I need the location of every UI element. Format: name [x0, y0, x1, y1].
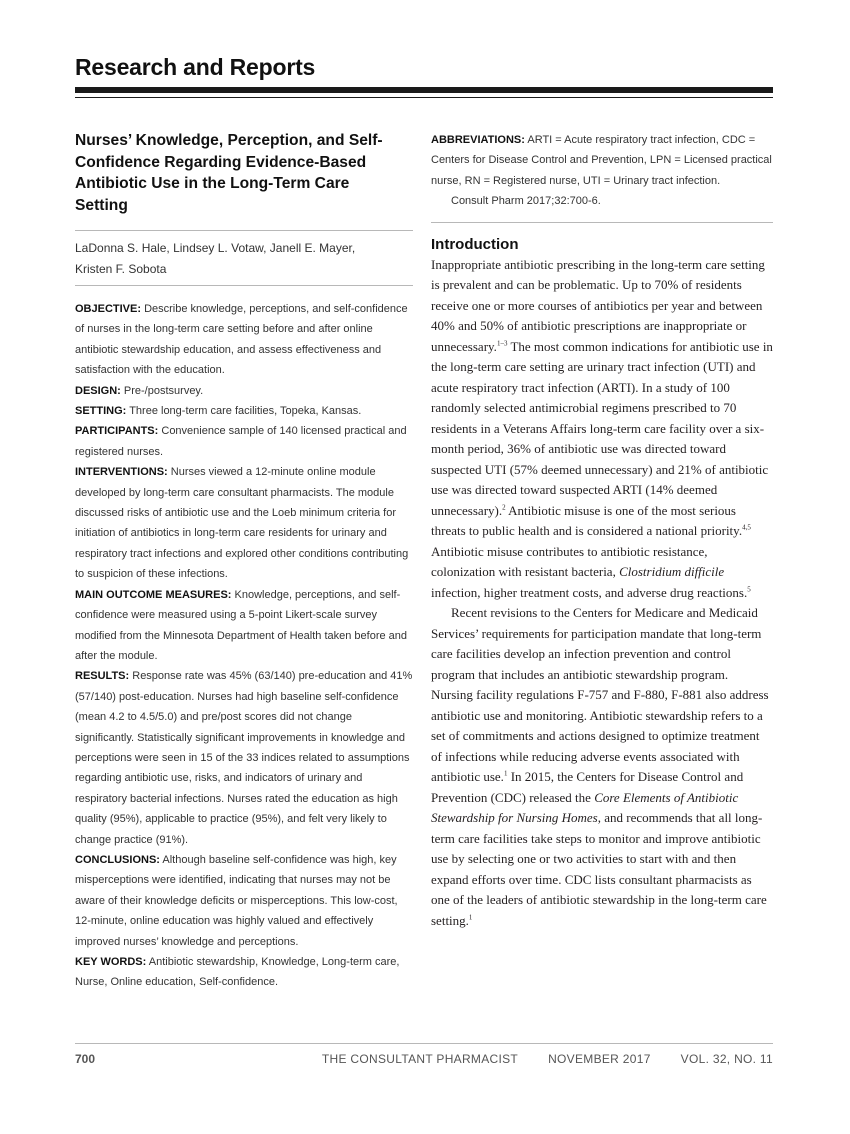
section-title: Research and Reports: [75, 54, 316, 80]
introduction-heading: Introduction: [431, 235, 519, 253]
abstract-interventions: INTERVENTIONS: Nurses viewed a 12-minute online module developed by long-term care consultant pharmacists. The module discussed risks of antibiotic use and the Loeb minimum criteria for initiation of antibiotics in long-term care residents for urinary and respiratory tract infections and explored other conditions contributing to suspicion of these infections.: [75, 466, 409, 581]
title-divider: [75, 230, 413, 231]
right-column: [431, 130, 773, 931]
abstract-results: RESULTS: Response rate was 45% (63/140) pre-education and 41% (57/140) post-education. Nurses had high baseline self-confidence (mean 4.2 to 4.5/5.0) and pre/post scores did not change significantly. Statistically significant improvements in knowledge and perceptions were seen in 15 of the 33 indices related to assumptions regarding antibiotic use, risks, and indicators of urinary and respiratory bacterial infections. Nurses rated the education as high quality (95%), applicable to practice (95%), and felt very likely to change practice (91%).: [75, 670, 413, 846]
left-column: [75, 130, 413, 993]
citation-divider: [431, 222, 773, 223]
authors-divider: [75, 285, 413, 286]
abstract-key-words: KEY WORDS: Antibiotic stewardship, Knowledge, Long-term care, Nurse, Online education, Self-confidence.: [75, 956, 400, 989]
author-list: LaDonna S. Hale, Lindsey L. Votaw, Janell E. Mayer, Kristen F. Sobota: [75, 241, 356, 276]
article-title: Nurses’ Knowledge, Perception, and Self-Confidence Regarding Evidence-Based Antibiotic Use in the Long-Term Care Setting: [75, 132, 383, 214]
abstract-objective: OBJECTIVE: Describe knowledge, perceptions, and self-confidence of nurses in the long-term care setting before and after online antibiotic stewardship education, and assess effectiveness and satisfaction with the education.: [75, 303, 408, 377]
header-rule-thick: [75, 87, 773, 93]
abstract-conclusions: CONCLUSIONS: Although baseline self-confidence was high, key misperceptions were identified, indicating that nurses may not be aware of their knowledge deficits or misperceptions. This low-cost, 12-minute, online education was highly valued and effectively improved nurses’ knowledge and perceptions.: [75, 853, 398, 948]
issue-date: NOVEMBER 2017: [548, 1052, 651, 1066]
footer-journal-info: [322, 1052, 773, 1066]
abstract-design: DESIGN: Pre-/postsurvey.: [75, 384, 204, 397]
abstract: [75, 299, 413, 993]
page-number: 700: [75, 1052, 96, 1066]
volume-info: VOL. 32, NO. 11: [680, 1052, 773, 1066]
abstract-main-outcome-measures: MAIN OUTCOME MEASURES: Knowledge, perceptions, and self-confidence were measured using a 5-point Likert-scale survey modified from the Minnesota Department of Health taken before and after the module.: [75, 588, 408, 662]
footer-rule: [75, 1043, 773, 1044]
abstract-setting: SETTING: Three long-term care facilities, Topeka, Kansas.: [75, 405, 362, 418]
abbreviations: ABBREVIATIONS: ARTI = Acute respiratory tract infection, CDC = Centers for Disease Control and Prevention, LPN = Licensed practical nurse, RN = Registered nurse, UTI = Urinary tract infection.: [431, 134, 772, 187]
introduction-body: [431, 255, 773, 932]
citation: Consult Pharm 2017;32:700-6.: [451, 195, 601, 208]
journal-name: THE CONSULTANT PHARMACIST: [321, 1052, 519, 1066]
header-rule-thin: [75, 97, 773, 98]
intro-paragraph-1: Inappropriate antibiotic prescribing in the long-term care setting is prevalent and can be problematic. Up to 70% of residents receive one or more courses of antibiotics per year and between 40% and 50% of antibiotic prescriptions are inappropriate or unnecessary.$^{1-3}$ The most common indications for antibiotic use in the long-term care setting are urinary tract infection (UTI) and acute respiratory tract infection (ARTI). In a study of 100 randomly selected antimicrobial regimens prescribed to 70 residents in a Veterans Affairs long-term care facility over a six-month period, 36% of antibiotic use was directed toward suspected UTI (57% deemed unnecessary) and 21% of antibiotic use was directed toward suspected ARTI (14% deemed unnecessary).$^2$ Antibiotic misuse is one of the most serious threats to public health and is considered a national priority.$^{4,5}$ Antibiotic misuse contributes to antibiotic resistance, colonization with resistant bacteria, Clostridium difficile infection, higher treatment costs, and adverse drug reactions.$^5$: [431, 256, 773, 600]
abstract-participants: PARTICIPANTS: Convenience sample of 140 licensed practical and registered nurses.: [75, 425, 407, 458]
intro-paragraph-2: Recent revisions to the Centers for Medicare and Medicaid Services’ requirements for participation mandate that long-term care facilities develop an infection prevention and control program that includes an antibiotic stewardship program. Nursing facility regulations F-757 and F-880, F-881 also address antibiotic use and monitoring. Antibiotic stewardship refers to a set of commitments and actions designed to optimize treatment of infections while reducing adverse events associated with antibiotic use.$^1$ In 2015, the Centers for Disease Control and Prevention (CDC) released the Core Elements of Antibiotic Stewardship for Nursing Homes, and recommends that all long-term care facilities take steps to monitor and improve antibiotic use by selecting one or two activities to start with and then expand efforts over time. CDC lists consultant pharmacists as one of the leaders of antibiotic stewardship in the long-term care setting.$^1$: [431, 605, 769, 928]
